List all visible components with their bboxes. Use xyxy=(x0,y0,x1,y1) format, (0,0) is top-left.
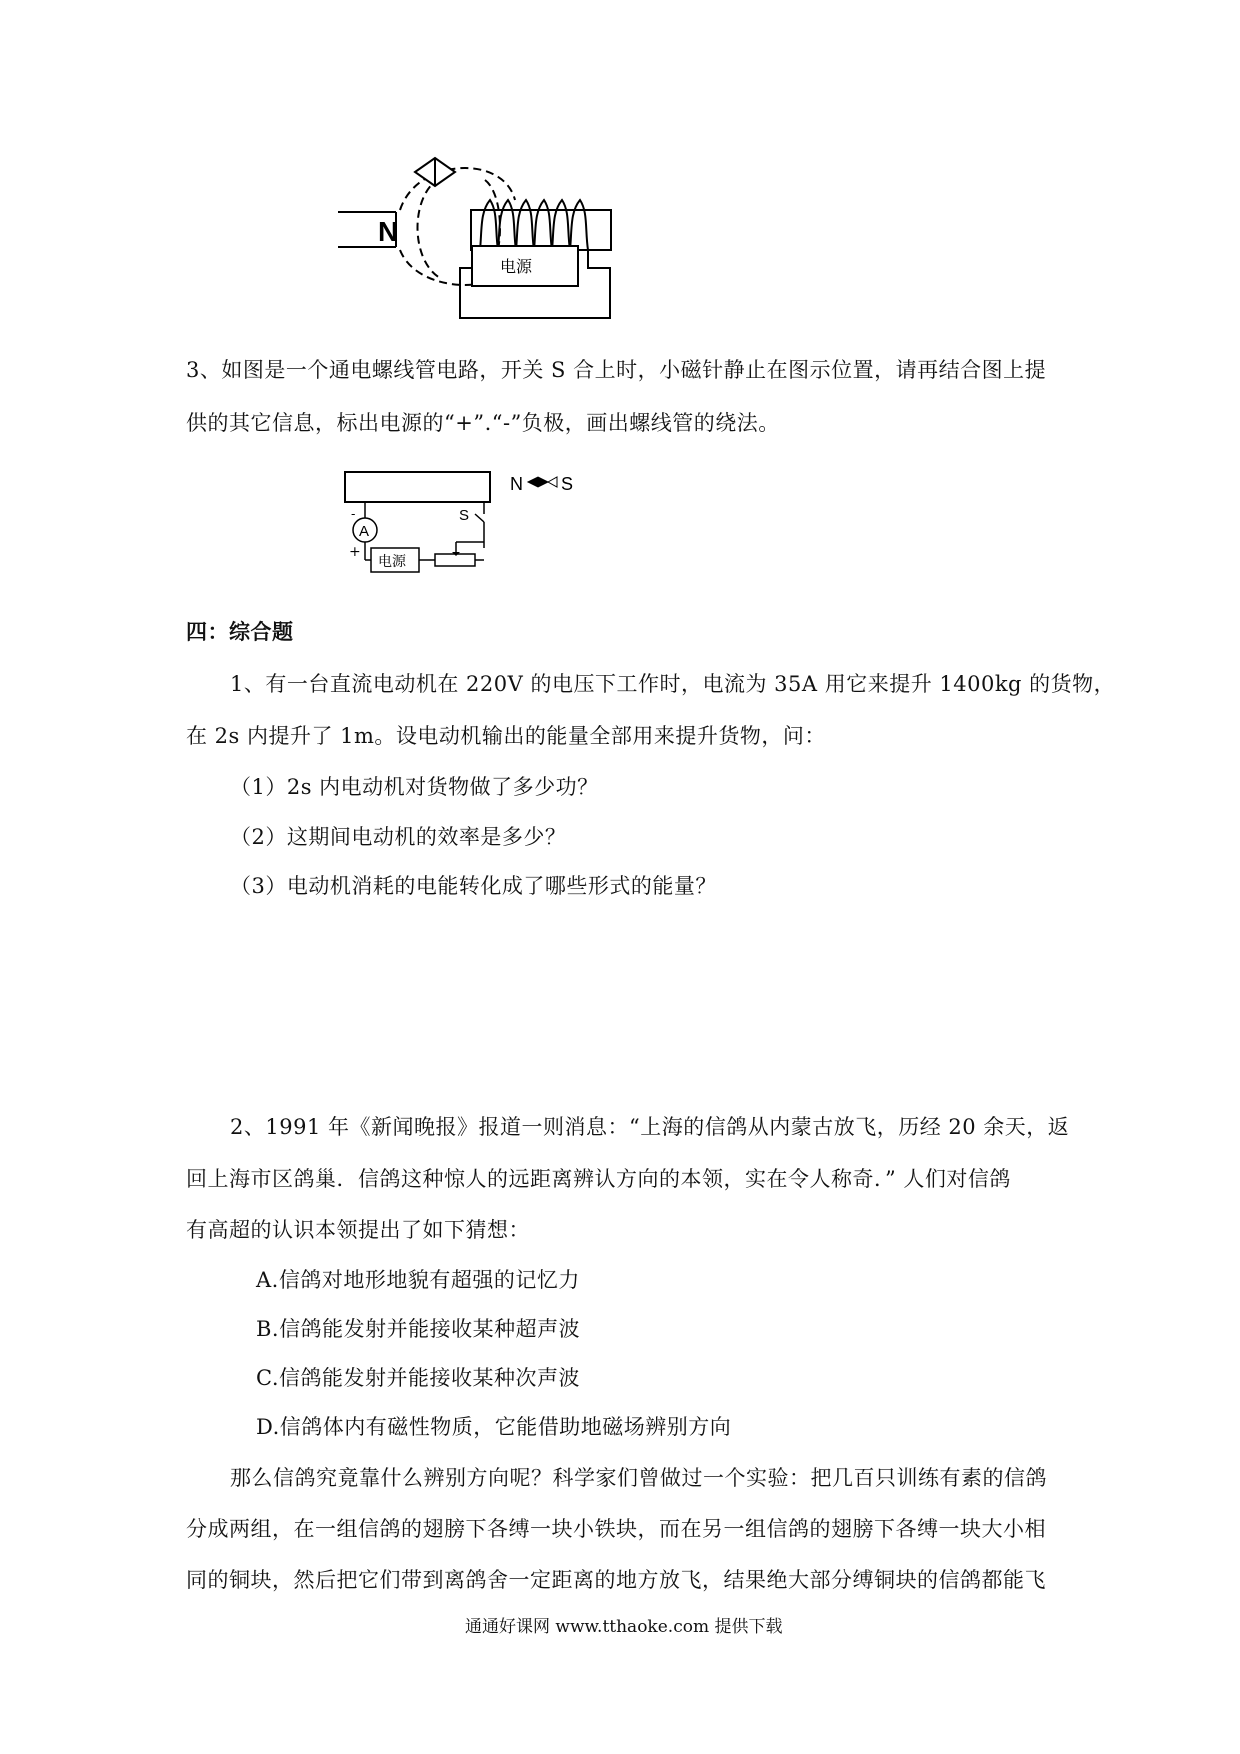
solenoid-coil xyxy=(480,200,588,250)
q2-line2: 回上海市区鸽巢．信鸽这种惊人的远距离辨认方向的本领，实在令人称奇．” 人们对信鸽 xyxy=(186,1167,1011,1191)
q2-para3: 同的铜块，然后把它们带到离鸽舍一定距离的地方放飞，结果绝大部分缚铜块的信鸽都能飞 xyxy=(186,1568,1046,1592)
q2-para1: 那么信鸽究竟靠什么辨别方向呢？科学家们曾做过一个实验：把几百只训练有素的信鸽 xyxy=(230,1466,1047,1490)
compass-needle xyxy=(415,158,455,186)
q1-sub1: （1）2s 内电动机对货物做了多少功？ xyxy=(230,775,599,799)
footer-text: 通通好课网 www.tthaoke.com 提供下载 xyxy=(465,1617,783,1637)
compass-needle-2 xyxy=(528,477,557,487)
switch-label: S xyxy=(459,507,470,524)
magnet-n-label: N xyxy=(378,216,399,247)
solenoid-rect xyxy=(345,472,490,502)
q2-line1: 2、1991 年《新闻晚报》报道一则消息：“上海的信鸽从内蒙古放飞，历经 20 余天，返 xyxy=(230,1115,1070,1139)
q1-sub3: （3）电动机消耗的电能转化成了哪些形式的能量？ xyxy=(230,874,717,898)
q1-sub2: （2）这期间电动机的效率是多少？ xyxy=(230,825,567,849)
power-label-2: 电源 xyxy=(378,554,406,570)
needle-n-label: N xyxy=(510,474,523,494)
q2-option-d: D.信鸽体内有磁性物质，它能借助地磁场辨别方向 xyxy=(256,1415,732,1439)
q2-option-a: A.信鸽对地形地貌有超强的记忆力 xyxy=(256,1268,580,1292)
q1-line2: 在 2s 内提升了 1m。设电动机输出的能量全部用来提升货物，问： xyxy=(186,724,826,748)
q3-line1: 3、如图是一个通电螺线管电路，开关 S 合上时，小磁针静止在图示位置，请再结合图上提 xyxy=(186,358,1047,382)
q2-para2: 分成两组，在一组信鸽的翅膀下各缚一块小铁块，而在另一组信鸽的翅膀下各缚一块大小相 xyxy=(186,1517,1046,1541)
q2-option-c: C.信鸽能发射并能接收某种次声波 xyxy=(256,1366,580,1390)
diagram-solenoid-circuit xyxy=(335,462,595,582)
needle-s-label: S xyxy=(561,474,574,494)
plus-label: + xyxy=(349,544,361,560)
q3-line2: 供的其它信息，标出电源的“+”.“-”负极，画出螺线管的绕法。 xyxy=(186,411,780,435)
q2-line3: 有高超的认识本领提出了如下猜想： xyxy=(186,1218,530,1242)
ammeter-label: A xyxy=(359,523,370,540)
section4-heading: 四：综合题 xyxy=(186,619,294,644)
power-supply-label: 电源 xyxy=(500,257,533,276)
q2-option-b: B.信鸽能发射并能接收某种超声波 xyxy=(256,1317,581,1341)
diagram-magnet-solenoid xyxy=(330,150,620,320)
minus-label: - xyxy=(351,507,356,522)
q1-line1: 1、有一台直流电动机在 220V 的电压下工作时，电流为 35A 用它来提升 1400kg 的货物， xyxy=(230,672,1116,696)
solenoid-core xyxy=(471,210,611,250)
rheostat xyxy=(435,554,475,566)
